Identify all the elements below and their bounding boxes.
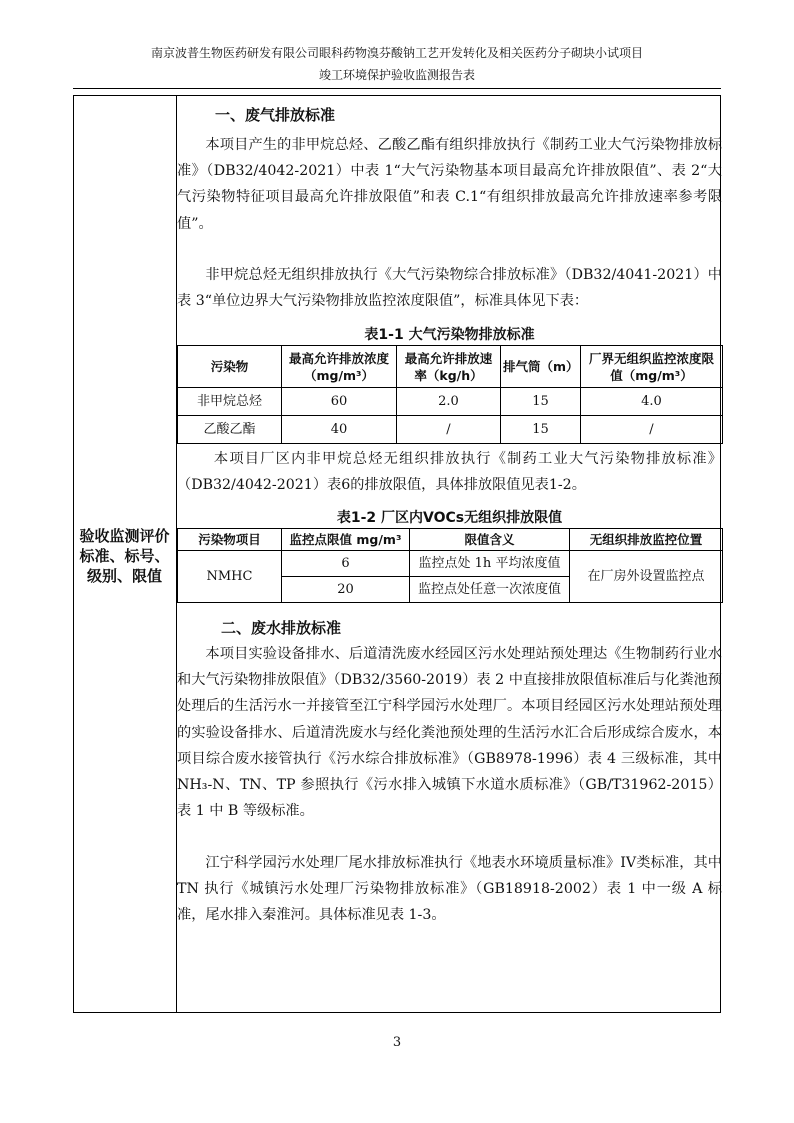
table2-header: 无组织排放监控位置 [570, 529, 723, 551]
table2-caption: 表1-2 厂区内VOCs无组织排放限值 [336, 510, 563, 526]
table1-cell: 40 [282, 416, 397, 444]
section1-heading: 一、废气排放标准 [215, 106, 336, 124]
table2-location: 在厂房外设置监控点 [570, 551, 723, 603]
table1-cell: 2.0 [397, 388, 501, 416]
table2-limit: 6 [282, 551, 410, 577]
section1-paragraph-1: 本项目产生的非甲烷总烃、乙酸乙酯有组织排放执行《制药工业大气污染物排放标准》（DB32/4042-2021）中表 1“大气污染物基本项目最高允许排放限值”、表 2“大气污染物特征项目最高允许排放限值”和表 C.1“有组织排放最高允许排放速率参考限值”。 [177, 137, 722, 232]
table1-caption: 表1-1 大气污染物排放标准 [364, 327, 535, 343]
left-label [74, 526, 175, 586]
section2-heading: 二、废水排放标准 [221, 619, 342, 637]
section2-paragraph-1: 本项目实验设备排水、后道清洗废水经园区污水处理站预处理达《生物制药行业水和大气污染物排放限值》（DB32/3560-2019）表 2 中直接排放限值标准后与化粪池预处理后的生活污水一并接管至江宁科学园污水处理厂。本项目经园区污水处理站预处理的实验设备排水、后道清洗废水与经化粪池预处理的生活污水汇合后形成综合废水，本项目综合废水接管执行《污水综合排放标准》（GB8978-1996）表 4 三级标准，其中 NH₃-N、TN、TP 参照执行《污水排入城镇下水道水质标准》（GB/T31962-2015）表 1 中 B 等级标准。 [177, 646, 722, 820]
table2-pollutant: NMHC [178, 551, 282, 603]
report-header-title: 南京波普生物医药研发有限公司眼科药物溴芬酸钠工艺开发转化及相关医药分子砌块小试项目 [150, 46, 643, 60]
left-label-line1: 验收监测评价 [79, 527, 170, 545]
content-column [177, 96, 722, 1012]
table1-air-pollutant-standards [177, 345, 723, 444]
table-row [178, 551, 723, 577]
report-header-subtitle: 竣工环境保护验收监测报告表 [318, 68, 475, 82]
table2-header: 污染物项目 [178, 529, 282, 551]
table1-header: 厂界无组织监控浓度限值（mg/m³） [581, 346, 723, 388]
table2-limit: 20 [282, 577, 410, 603]
table1-header: 排气筒（m） [501, 346, 581, 388]
header-divider [73, 88, 721, 89]
left-label-column [74, 96, 177, 1012]
page-number: 3 [392, 1035, 402, 1050]
table2-header-row [178, 529, 723, 551]
table1-header: 污染物 [178, 346, 282, 388]
table2-header: 限值含义 [410, 529, 570, 551]
table2-meaning: 监控点处任意一次浓度值 [410, 577, 570, 603]
table2-header: 监控点限值 mg/m³ [282, 529, 410, 551]
table1-header: 最高允许排放速率（kg/h） [397, 346, 501, 388]
table2-meaning: 监控点处 1h 平均浓度值 [410, 551, 570, 577]
table1-cell: 4.0 [581, 388, 723, 416]
section1-paragraph-3: 本项目厂区内非甲烷总烃无组织排放执行《制药工业大气污染物排放标准》（DB32/4042-2021）表6的排放限值，具体排放限值见表1-2。 [177, 451, 722, 494]
table2-voc-limits [177, 528, 723, 603]
table1-cell: / [581, 416, 723, 444]
report-frame [73, 95, 721, 1013]
table1-cell: 非甲烷总烃 [178, 388, 282, 416]
left-label-line3: 级别、限值 [86, 567, 162, 585]
table1-cell: / [397, 416, 501, 444]
table1-cell: 乙酸乙酯 [178, 416, 282, 444]
left-label-line2: 标准、标号、 [79, 547, 170, 565]
section2-paragraph-2: 江宁科学园污水处理厂尾水排放标准执行《地表水环境质量标准》IV类标准，其中 TN 执行《城镇污水处理厂污染物排放标准》（GB18918-2002）表 1 中一级 A 标准，尾水排入秦淮河。具体标准见表 1-3。 [177, 855, 722, 924]
table-row [178, 388, 723, 416]
table1-cell: 60 [282, 388, 397, 416]
table1-cell: 15 [501, 388, 581, 416]
table-row [178, 416, 723, 444]
table1-header-row [178, 346, 723, 388]
table1-header: 最高允许排放浓度（mg/m³） [282, 346, 397, 388]
section1-paragraph-2: 非甲烷总烃无组织排放执行《大气污染物综合排放标准》（DB32/4041-2021）中表 3“单位边界大气污染物排放监控浓度限值”，标准具体见下表： [177, 267, 722, 310]
table1-cell: 15 [501, 416, 581, 444]
